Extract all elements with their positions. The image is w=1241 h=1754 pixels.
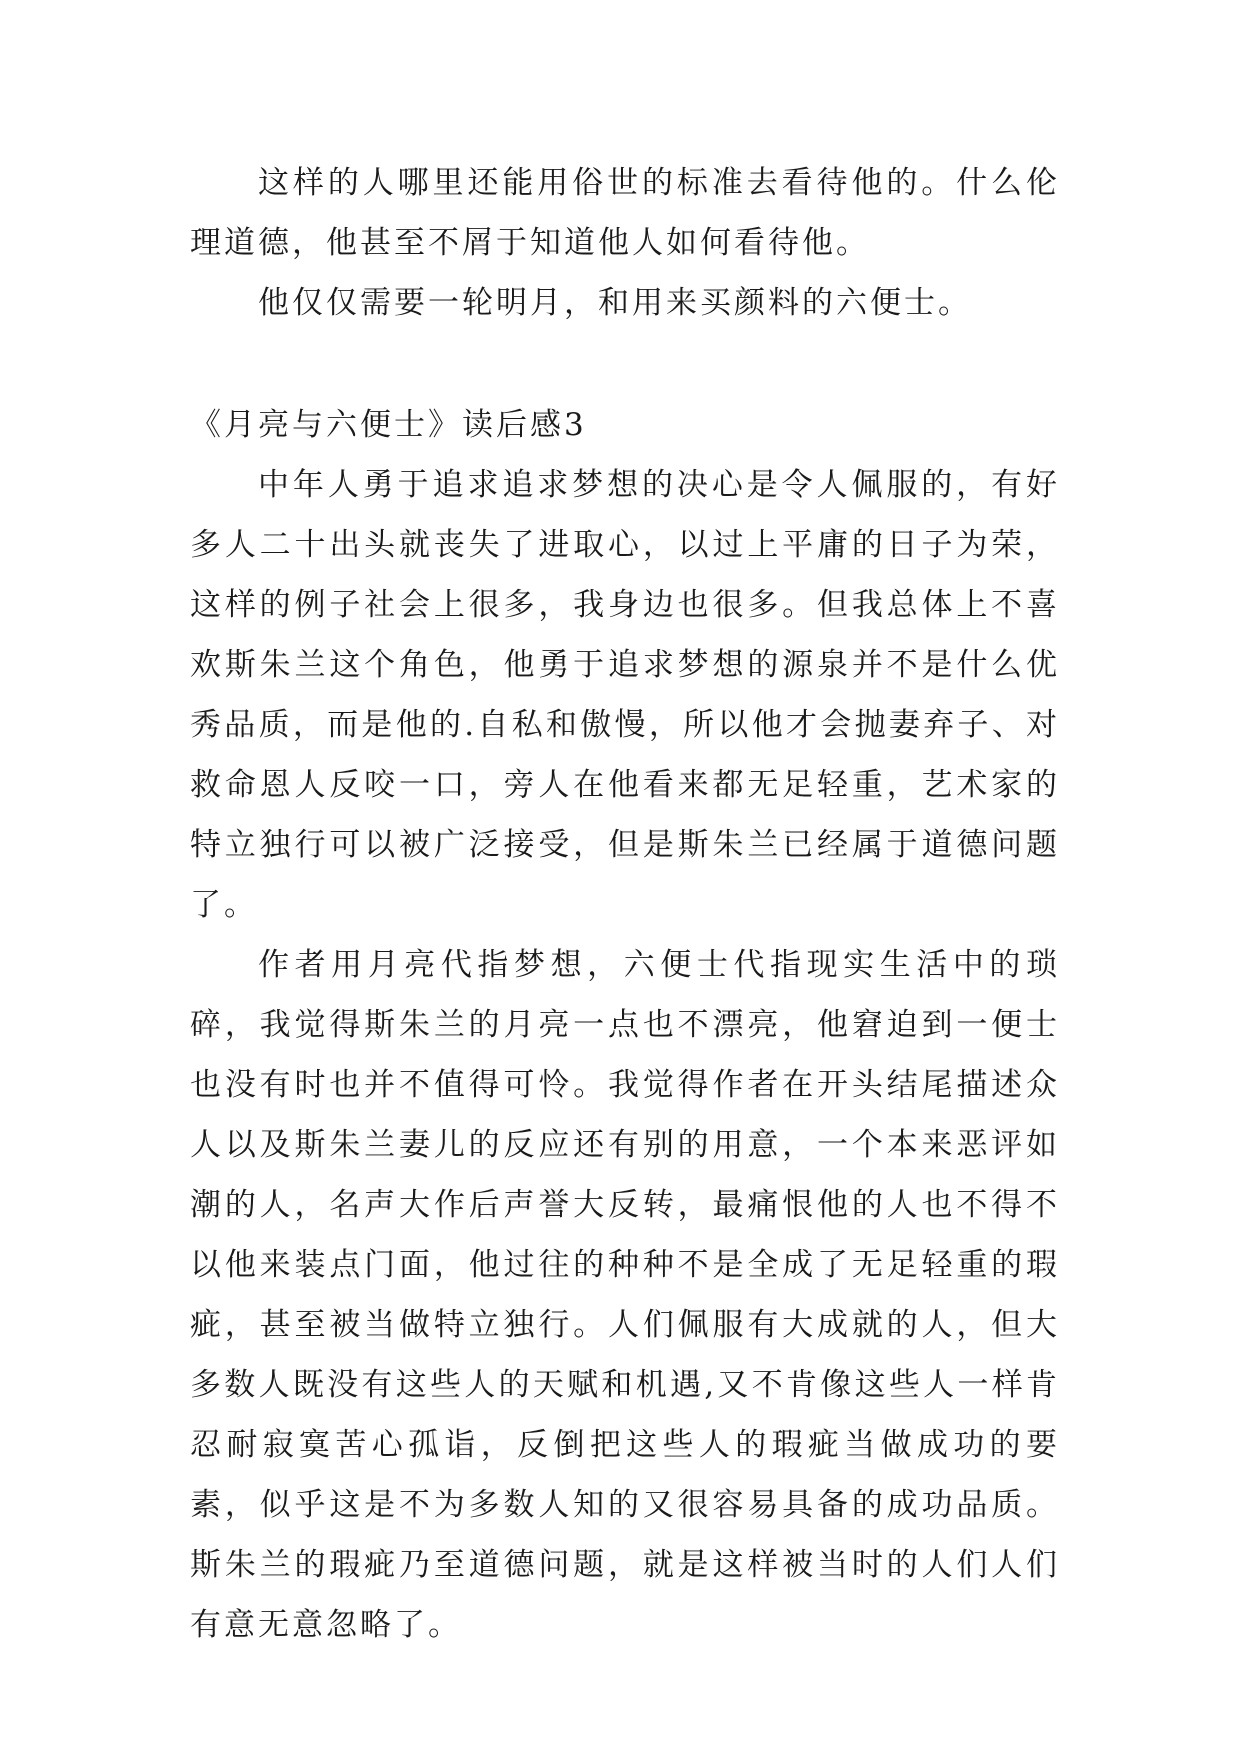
paragraph: 作者用月亮代指梦想，六便士代指现实生活中的琐碎，我觉得斯朱兰的月亮一点也不漂亮，他窘迫到一便士也没有时也并不值得可怜。我觉得作者在开头结尾描述众人以及斯朱兰妻儿的反应还有别的用意，一个本来恶评如潮的人，名声大作后声誉大反转，最痛恨他的人也不得不以他来装点门面，他过往的种种不是全成了无足轻重的瑕疵，甚至被当做特立独行。人们佩服有大成就的人，但大多数人既没有这些人的天赋和机遇,又不肯像这些人一样肯忍耐寂寞苦心孤诣，反倒把这些人的瑕疵当做成功的要素，似乎这是不为多数人知的又很容易具备的成功品质。斯朱兰的瑕疵乃至道德问题，就是这样被当时的人们人们有意无意忽略了。 [190, 947, 1060, 1643]
paragraph: 中年人勇于追求追求梦想的决心是令人佩服的，有好多人二十出头就丧失了进取心，以过上平庸的日子为荣，这样的例子社会上很多，我身边也很多。但我总体上不喜欢斯朱兰这个角色，他勇于追求梦想的源泉并不是什么优秀品质，而是他的.自私和傲慢，所以他才会抛妻弃子、对救命恩人反咬一口，旁人在他看来都无足轻重，艺术家的特立独行可以被广泛接受，但是斯朱兰已经属于道德问题了。 [190, 467, 1060, 923]
paragraph: 这样的人哪里还能用俗世的标准去看待他的。什么伦理道德，他甚至不屑于知道他人如何看待他。 [190, 165, 1060, 261]
section-3 [190, 395, 1060, 1655]
section-heading: 《月亮与六便士》读后感3 [190, 407, 587, 443]
paragraph: 他仅仅需要一轮明月，和用来买颜料的六便士。 [258, 285, 972, 321]
previous-section-text [190, 153, 1060, 333]
